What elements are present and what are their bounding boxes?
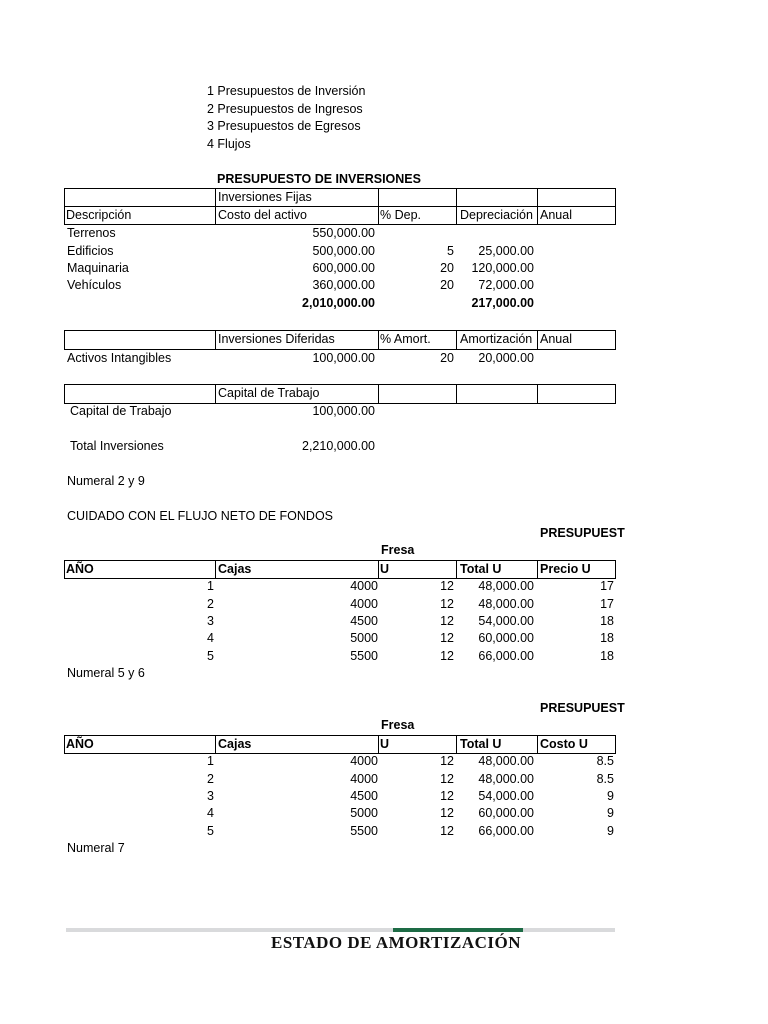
diferidas-row-desc: Activos Intangibles — [67, 351, 172, 365]
egresos-costo: 9 — [607, 789, 614, 803]
egresos-ano: 1 — [207, 754, 214, 768]
divider — [456, 188, 457, 225]
col-header-pct-amort: % Amort. — [380, 332, 431, 346]
fijas-row-pct: 20 — [440, 261, 454, 275]
egresos-u: 12 — [440, 754, 454, 768]
egresos-total: 66,000.00 — [478, 824, 534, 838]
fijas-row-desc: Edificios — [67, 244, 114, 258]
col-header-total-u: Total U — [460, 737, 502, 751]
col-header-costo: Costo del activo — [218, 208, 307, 222]
diferidas-header-box — [64, 330, 616, 350]
ingresos-u: 12 — [440, 649, 454, 663]
menu-item-inversion: 1 Presupuestos de Inversión — [207, 84, 366, 98]
fijas-row-costo: 500,000.00 — [312, 244, 375, 258]
col-header-total-u: Total U — [460, 562, 502, 576]
egresos-cajas: 4500 — [350, 789, 378, 803]
col-header-ano: AÑO — [66, 562, 94, 576]
numeral-5-6: Numeral 5 y 6 — [67, 666, 145, 680]
divider — [215, 188, 216, 225]
egresos-total: 54,000.00 — [478, 789, 534, 803]
ingresos-precio: 18 — [600, 649, 614, 663]
egresos-ano: 2 — [207, 772, 214, 786]
col-header-u: U — [380, 562, 390, 576]
fijas-row-pct: 5 — [447, 244, 454, 258]
ingresos-total: 48,000.00 — [478, 597, 534, 611]
egresos-total: 60,000.00 — [478, 806, 534, 820]
egresos-fresa: Fresa — [381, 718, 415, 732]
total-inversiones-valor: 2,210,000.00 — [302, 439, 375, 453]
egresos-cajas: 4000 — [350, 754, 378, 768]
divider — [378, 560, 379, 579]
ingresos-precio: 17 — [600, 579, 614, 593]
egresos-ano: 3 — [207, 789, 214, 803]
ingresos-total: 48,000.00 — [478, 579, 534, 593]
cuidado-note: CUIDADO CON EL FLUJO NETO DE FONDOS — [67, 509, 334, 523]
fijas-total-costo: 2,010,000.00 — [302, 296, 375, 310]
ingresos-cajas: 4000 — [350, 597, 378, 611]
egresos-ano: 4 — [207, 806, 214, 820]
col-header-ano: AÑO — [66, 737, 94, 751]
ingresos-ano: 3 — [207, 614, 214, 628]
egresos-ano: 5 — [207, 824, 214, 838]
egresos-u: 12 — [440, 772, 454, 786]
menu-item-egresos: 3 Presupuestos de Egresos — [207, 119, 361, 133]
fijas-row-dep: 120,000.00 — [471, 261, 534, 275]
divider — [456, 384, 457, 404]
fijas-row-costo: 550,000.00 — [312, 226, 375, 240]
total-inversiones-label: Total Inversiones — [70, 439, 164, 453]
egresos-u: 12 — [440, 789, 454, 803]
capital-header-box — [64, 384, 616, 404]
fijas-row-desc: Maquinaria — [67, 261, 129, 275]
divider — [456, 735, 457, 754]
egresos-presupuest: PRESUPUEST — [540, 701, 625, 715]
amortizacion-image-crop — [66, 928, 615, 952]
egresos-costo: 8.5 — [596, 754, 614, 768]
menu-item-flujos: 4 Flujos — [207, 137, 251, 151]
ingresos-cajas: 4500 — [350, 614, 378, 628]
fijas-row-dep: 72,000.00 — [478, 278, 534, 292]
estado-amortizacion-title: ESTADO DE AMORTIZACIÓN — [271, 933, 522, 952]
ingresos-u: 12 — [440, 597, 454, 611]
ingresos-precio: 18 — [600, 614, 614, 628]
egresos-total: 48,000.00 — [478, 772, 534, 786]
capital-row-valor: 100,000.00 — [312, 404, 375, 418]
ingresos-precio: 17 — [600, 597, 614, 611]
ingresos-precio: 18 — [600, 631, 614, 645]
ingresos-header-box — [64, 560, 616, 579]
col-header-amortizacion: Amortización — [460, 332, 533, 346]
egresos-u: 12 — [440, 824, 454, 838]
divider — [378, 735, 379, 754]
ingresos-cajas: 4000 — [350, 579, 378, 593]
divider — [537, 384, 538, 404]
fijas-row-costo: 600,000.00 — [312, 261, 375, 275]
fijas-row-pct: 20 — [440, 278, 454, 292]
egresos-total: 48,000.00 — [478, 754, 534, 768]
divider — [215, 384, 216, 404]
ingresos-ano: 4 — [207, 631, 214, 645]
diferidas-row-amort: 20,000.00 — [478, 351, 534, 365]
divider — [215, 330, 216, 350]
diferidas-row-pct: 20 — [440, 351, 454, 365]
ingresos-u: 12 — [440, 631, 454, 645]
ingresos-presupuest: PRESUPUEST — [540, 526, 625, 540]
divider — [537, 188, 538, 225]
divider — [537, 735, 538, 754]
fijas-group-label: Inversiones Fijas — [218, 190, 312, 204]
egresos-costo: 8.5 — [596, 772, 614, 786]
divider — [215, 735, 216, 754]
col-header-anual: Anual — [540, 208, 572, 222]
fijas-row-desc: Vehículos — [67, 278, 122, 292]
egresos-cajas: 4000 — [350, 772, 378, 786]
divider — [378, 384, 379, 404]
egresos-costo: 9 — [607, 824, 614, 838]
col-header-pct-dep: % Dep. — [380, 208, 421, 222]
numeral-2-9: Numeral 2 y 9 — [67, 474, 145, 488]
ingresos-ano: 5 — [207, 649, 214, 663]
divider — [537, 560, 538, 579]
numeral-7: Numeral 7 — [67, 841, 125, 855]
col-header-depreciacion: Depreciación — [460, 208, 533, 222]
ingresos-total: 66,000.00 — [478, 649, 534, 663]
fijas-row-dep: 25,000.00 — [478, 244, 534, 258]
divider — [215, 560, 216, 579]
egresos-cajas: 5000 — [350, 806, 378, 820]
capital-row-desc: Capital de Trabajo — [70, 404, 172, 418]
col-header-cajas: Cajas — [218, 562, 252, 576]
divider — [64, 206, 616, 207]
ingresos-ano: 1 — [207, 579, 214, 593]
col-header-costo-u: Costo U — [540, 737, 588, 751]
diferidas-row-costo: 100,000.00 — [312, 351, 375, 365]
ingresos-total: 60,000.00 — [478, 631, 534, 645]
egresos-u: 12 — [440, 806, 454, 820]
ingresos-fresa: Fresa — [381, 543, 415, 557]
col-header-u: U — [380, 737, 390, 751]
col-header-precio-u: Precio U — [540, 562, 591, 576]
ingresos-cajas: 5500 — [350, 649, 378, 663]
inversiones-title: PRESUPUESTO DE INVERSIONES — [217, 172, 421, 186]
menu-item-ingresos: 2 Presupuestos de Ingresos — [207, 102, 363, 116]
egresos-cajas: 5500 — [350, 824, 378, 838]
col-header-anual: Anual — [540, 332, 572, 346]
divider — [378, 188, 379, 225]
divider — [537, 330, 538, 350]
col-header-inversiones-diferidas: Inversiones Diferidas — [218, 332, 335, 346]
fijas-row-costo: 360,000.00 — [312, 278, 375, 292]
ingresos-total: 54,000.00 — [478, 614, 534, 628]
fijas-row-desc: Terrenos — [67, 226, 116, 240]
ingresos-ano: 2 — [207, 597, 214, 611]
ingresos-u: 12 — [440, 579, 454, 593]
fijas-total-dep: 217,000.00 — [471, 296, 534, 310]
divider — [456, 330, 457, 350]
col-header-capital-trabajo: Capital de Trabajo — [218, 386, 320, 400]
egresos-costo: 9 — [607, 806, 614, 820]
col-header-cajas: Cajas — [218, 737, 252, 751]
divider — [456, 560, 457, 579]
ingresos-u: 12 — [440, 614, 454, 628]
egresos-header-box — [64, 735, 616, 754]
ingresos-cajas: 5000 — [350, 631, 378, 645]
col-header-descripcion: Descripción — [66, 208, 132, 222]
divider — [378, 330, 379, 350]
